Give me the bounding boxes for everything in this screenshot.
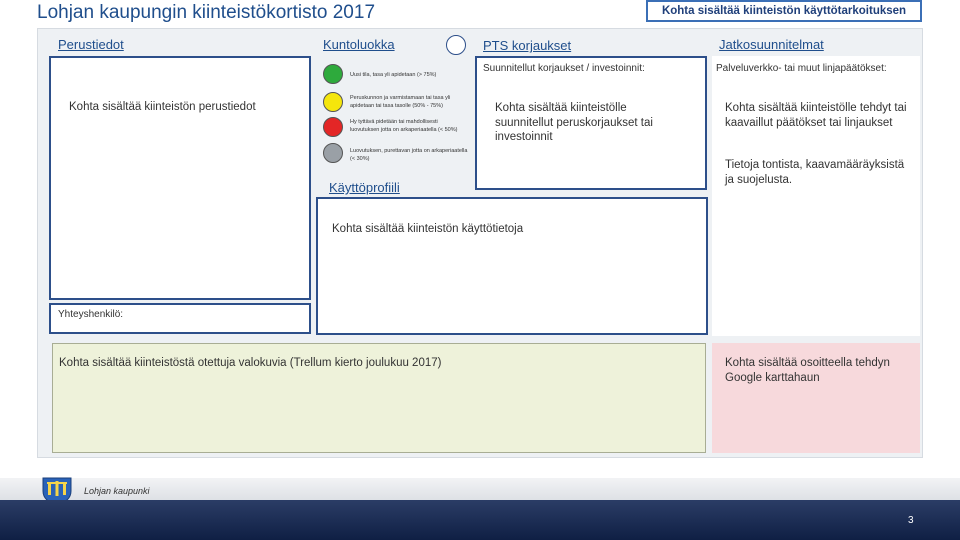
photos-content: Kohta sisältää kiinteistöstä otettuja valokuvia (Trellum kierto joulukuu 2017) <box>59 357 442 369</box>
legend-yellow-dot <box>323 92 343 112</box>
bottom-bar <box>0 500 960 540</box>
jatkosuunnitelmat-box <box>712 56 920 336</box>
legend-gray-dot <box>323 143 343 163</box>
legend-gray-text: Luovutuksen, purettavan jotta on arkaperiaatella (< 30%) <box>350 148 468 162</box>
legend-red-dot <box>323 117 343 137</box>
kayttoprofiili-box <box>316 197 708 335</box>
kayttoprofiili-heading: Käyttöprofiili <box>329 180 400 195</box>
legend-green-dot <box>323 64 343 84</box>
perustiedot-box <box>49 56 311 300</box>
map-content: Kohta sisältää osoitteella tehdyn Google karttahaun <box>725 357 890 384</box>
kayttoprofiili-content: Kohta sisältää kiinteistön käyttötietoja <box>332 223 524 235</box>
pts-content: Kohta sisältää kiinteistölle suunnitellut peruskorjaukset tai investoinnit <box>495 102 653 143</box>
legend-yellow-text: Peruskunnon ja varmistamaan tai tasa yli apidetaan tai tasa tasolle (50% - 75%) <box>350 95 451 109</box>
condition-indicator <box>446 35 466 55</box>
legend-green-text: Uusi tila, tasa yli apidetaan (> 75%) <box>350 72 437 78</box>
page-title: Lohjan kaupungin kiinteistökortisto 2017 <box>37 2 376 23</box>
kuntoluokka-heading: Kuntoluokka <box>323 37 395 52</box>
perustiedot-content: Kohta sisältää kiinteistön perustiedot <box>69 101 256 113</box>
perustiedot-heading: Perustiedot <box>58 37 124 52</box>
jatkosuunnitelmat-content: Kohta sisältää kiinteistölle tehdyt tai kaavaillut päätökset tai linjaukset <box>725 102 907 129</box>
legend-red-text: Hy tyttävä pidetään tai mahdollisesti luovutuksen jotta on arkaperiaatella (< 50%) <box>350 119 458 133</box>
tontti-info: Tietoja tontista, kaavamääräyksistä ja suojelusta. <box>725 159 905 186</box>
pts-subheading: Suunnitellut korjaukset / investoinnit: <box>483 63 645 74</box>
jatkosuunnitelmat-heading: Jatkosuunnitelmat <box>719 37 824 52</box>
logo-text: Lohjan kaupunki <box>84 486 150 496</box>
jatkosuunnitelmat-subheading: Palveluverkko- tai muut linjapäätökset: <box>716 63 887 74</box>
page-number: 3 <box>908 515 914 526</box>
pts-heading: PTS korjaukset <box>483 38 572 53</box>
yhteyshenkilo-label: Yhteyshenkilö: <box>58 309 124 320</box>
usage-badge: Kohta sisältää kiinteistön käyttötarkoituksen <box>646 0 922 22</box>
